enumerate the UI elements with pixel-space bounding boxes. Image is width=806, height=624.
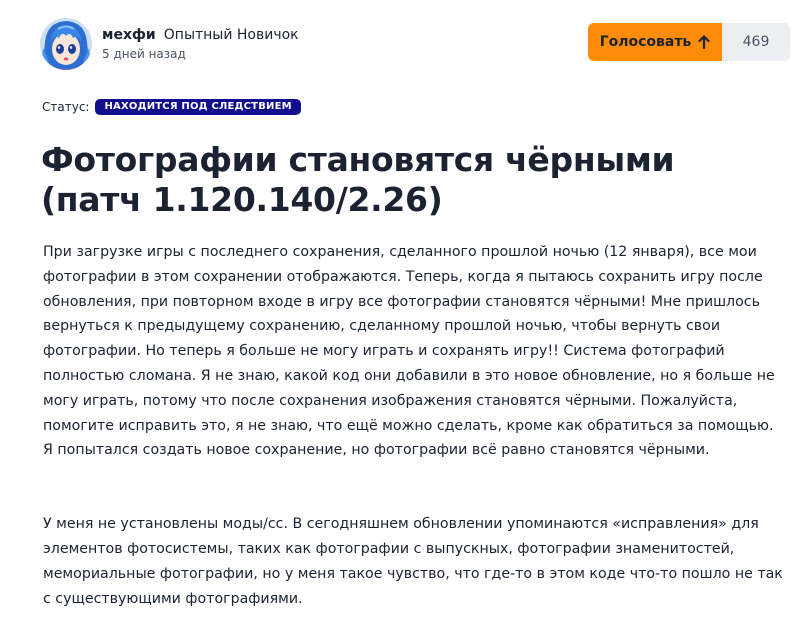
author-line: [102, 24, 299, 43]
author-rank: Опытный Новичок: [163, 27, 299, 43]
avatar[interactable]: [40, 18, 92, 70]
vote-button[interactable]: [588, 23, 722, 61]
author-name[interactable]: мехфи: [102, 27, 156, 43]
vote-button-label: Голосовать: [599, 34, 692, 50]
status-label: Статус:: [42, 100, 90, 114]
post-header: [40, 14, 790, 74]
post-timestamp: 5 дней назад: [102, 47, 186, 61]
arrow-up-icon: [698, 35, 710, 49]
avatar-picture: [40, 18, 92, 70]
vote-count: 469: [722, 23, 790, 61]
status-badge: НАХОДИТСЯ ПОД СЛЕДСТВИЕМ: [95, 99, 300, 115]
status-row: [42, 99, 301, 115]
post-paragraph: При загрузке игры с последнего сохранения, сделанного прошлой ночью (12 января), все мои фотографии в этом сохранении отображаются. Теперь, когда я пытаюсь сохранить игру после обновления, при повторном входе в игру все фотографии становятся чёрными! Мне пришлось вернуться к предыдущему сохранению, сделанному прошлой ночью, чтобы вернуть свои фотографии. Но теперь я больше не могу играть и сохранять игру!! Система фотографий полностью сломана. Я не знаю, какой код они добавили в это новое обновление, но я больше не могу играть, потому что после сохранения изображения становятся чёрными. Пожалуйста, помогите исправить это, я не знаю, что ещё можно сделать, кроме как обратиться за помощью. Я попытался создать новое сохранение, но фотографии всё равно становятся чёрными.: [43, 244, 775, 459]
post-body: [43, 240, 783, 611]
post-paragraph: У меня не установлены моды/сс. В сегодняшнем обновлении упоминаются «исправления» для элементов фотосистемы, таких как фотографии с выпускных, фотографии знаменитостей, мемориальные фотографии, но у меня такое чувство, что где-то в этом коде что-то пошло не так с существующими фотографиями.: [43, 516, 783, 607]
vote-group: [588, 23, 790, 61]
post-title: Фотографии становятся чёрными (патч 1.120.140/2.26): [41, 140, 675, 219]
